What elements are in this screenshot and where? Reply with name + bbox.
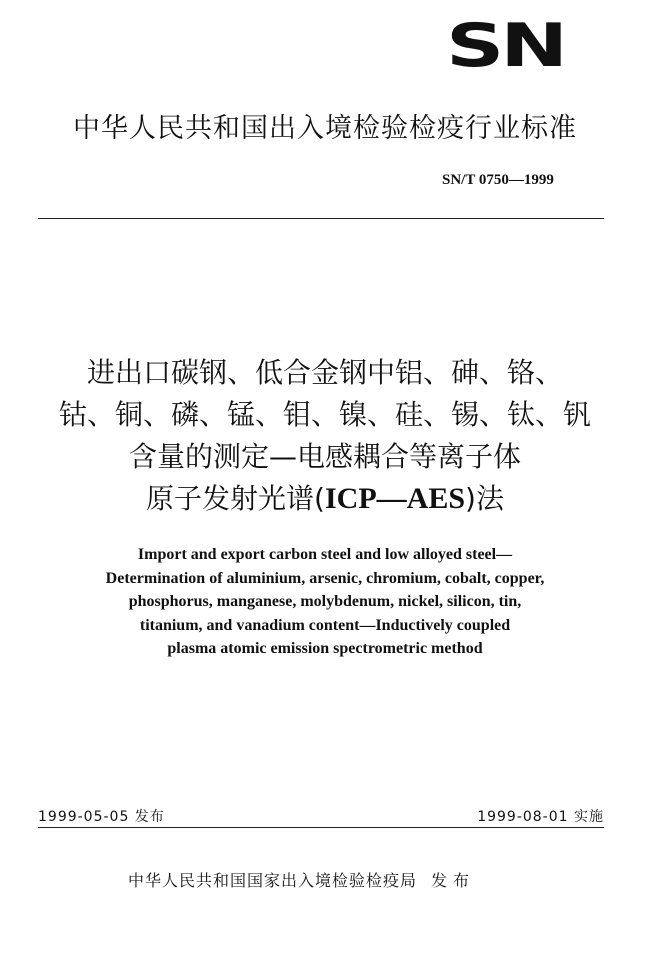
chinese-title-line-4-prefix: 原子发射光谱(	[146, 482, 325, 515]
sn-logo: SN	[446, 11, 565, 81]
english-title-line-5: plasma atomic emission spectrometric method	[167, 640, 483, 657]
english-title-line-4: titanium, and vanadium content—Inductively coupled	[139, 616, 511, 634]
english-title-line-3: phosphorus, manganese, molybdenum, nickel, silicon, tin,	[128, 593, 522, 610]
publisher-action: 发布	[431, 871, 476, 890]
organization-title: 中华人民共和国出入境检验检疫行业标准	[73, 113, 577, 144]
effective-date: 1999-08-01 实施	[477, 809, 604, 825]
chinese-title-line-4-suffix: )法	[465, 482, 504, 515]
issue-date: 1999-05-05 发布	[38, 809, 165, 825]
standard-code: SN/T 0750—1999	[442, 172, 554, 188]
bottom-divider	[38, 827, 604, 828]
chinese-title-line-3: 含量的测定—电感耦合等离子体	[128, 440, 521, 473]
chinese-title-line-4-latin: ICP—AES	[324, 482, 466, 515]
english-title-line-2: Determination of aluminium, arsenic, chromium, cobalt, copper,	[105, 569, 545, 587]
chinese-title	[0, 352, 650, 520]
chinese-title-line-4	[0, 478, 650, 520]
english-title-line-1: Import and export carbon steel and low alloyed steel—	[137, 546, 513, 563]
chinese-title-line-1: 进出口碳钢、低合金钢中铝、砷、铬、	[86, 356, 563, 389]
top-divider	[38, 218, 604, 219]
english-title	[0, 543, 650, 661]
publisher	[128, 868, 475, 891]
chinese-title-line-2: 钴、铜、磷、锰、钼、镍、硅、锡、钛、钒	[58, 398, 591, 431]
publisher-name: 中华人民共和国国家出入境检验检疫局	[128, 871, 418, 890]
